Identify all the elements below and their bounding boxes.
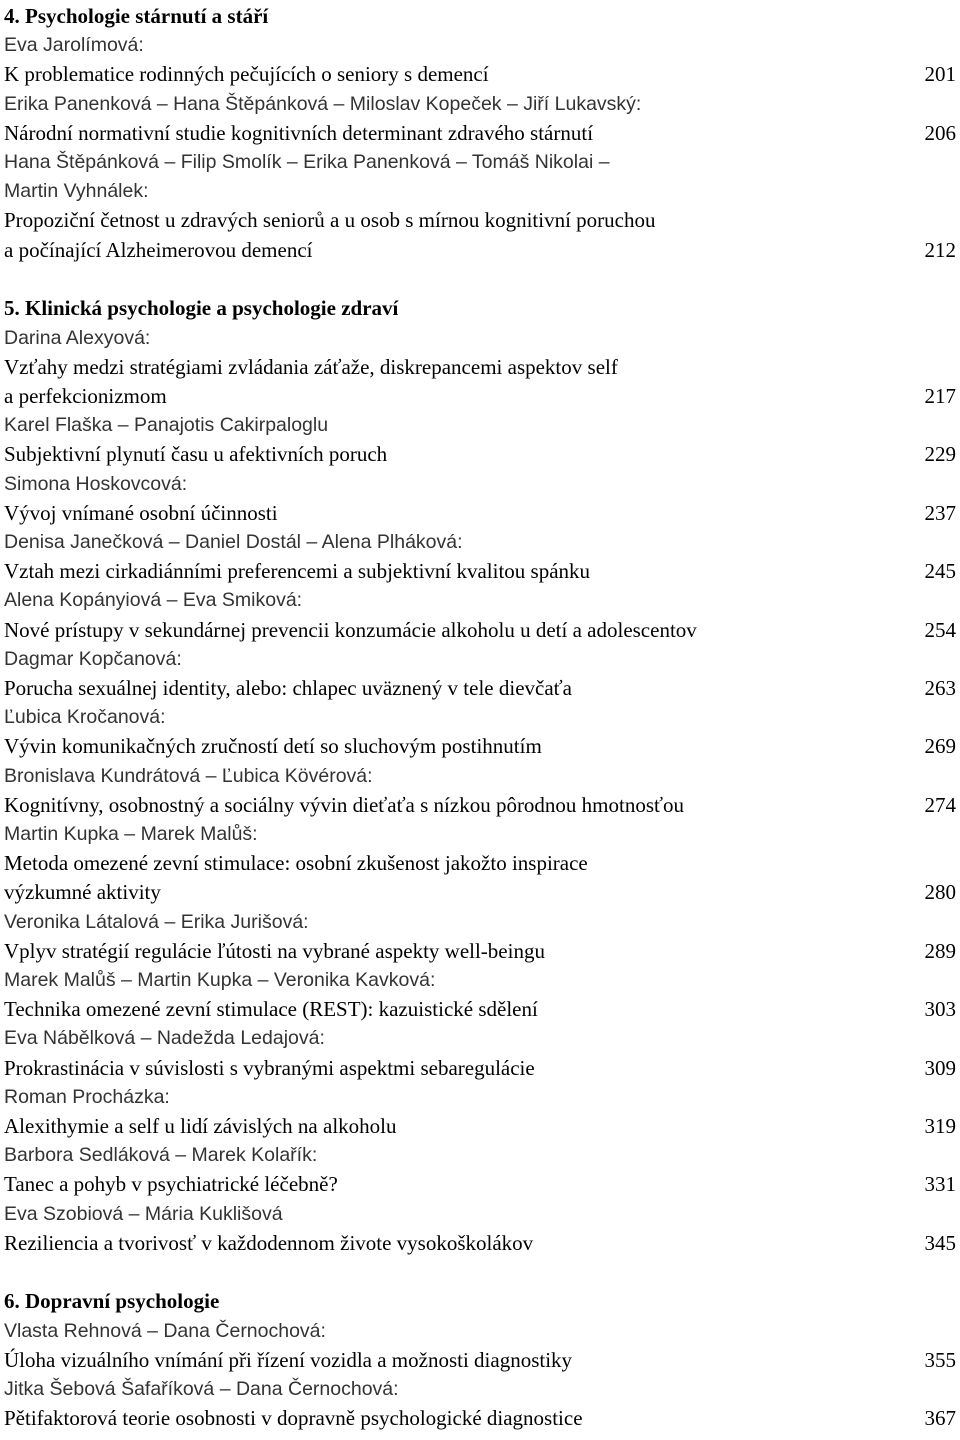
page-number[interactable]: 331 [919, 1169, 957, 1199]
entry-title[interactable]: Vzťahy medzi stratégiami zvládania záťaže, diskrepancemi aspektov self [4, 354, 618, 379]
entry-title[interactable]: Kognitívny, osobnostný a sociálny vývin dieťaťa s nízkou pôrodnou hmotnosťou [4, 790, 688, 820]
toc-entry-row[interactable] [4, 59, 956, 89]
entry-title[interactable]: Prokrastinácia v súvislosti s vybranými aspektmi sebaregulácie [4, 1053, 539, 1083]
entry-authors: Ľubica Kročanová: [4, 706, 166, 729]
toc-entry-row[interactable] [4, 1403, 956, 1433]
entry-title[interactable]: Vztah mezi cirkadiánními preferencemi a subjektivní kvalitou spánku [4, 556, 594, 586]
entry-title[interactable]: Tanec a pohyb v psychiatrické léčebně? [4, 1169, 342, 1199]
page-number[interactable]: 201 [919, 59, 957, 89]
toc-entry-row[interactable] [4, 994, 956, 1024]
entry-title[interactable]: Subjektivní plynutí času u afektivních poruch [4, 439, 391, 469]
entry-title[interactable]: Vývin komunikačných zručností detí so sluchovým postihnutím [4, 731, 546, 761]
entry-authors: Roman Procházka: [4, 1085, 170, 1108]
toc-entry-row[interactable] [4, 118, 956, 148]
page-number[interactable]: 206 [919, 118, 957, 148]
entry-authors: Erika Panenková – Hana Štěpánková – Miloslav Kopeček – Jiří Lukavský: [4, 92, 642, 115]
entry-title[interactable]: výzkumné aktivity [4, 877, 165, 907]
page-number[interactable]: 263 [919, 673, 957, 703]
page-number[interactable]: 217 [919, 381, 957, 411]
entry-authors: Simona Hoskovcová: [4, 472, 188, 495]
entry-title[interactable]: Nové prístupy v sekundárnej prevencii konzumácie alkoholu u detí a adolescentov [4, 615, 701, 645]
section-heading: 4. Psychologie stárnutí a stáří [4, 4, 269, 28]
toc-entry-row[interactable] [4, 615, 956, 645]
page-number[interactable]: 345 [919, 1228, 957, 1258]
entry-title[interactable]: Metoda omezené zevní stimulace: osobní zkušenost jakožto inspirace [4, 851, 588, 876]
entry-title[interactable]: Technika omezené zevní stimulace (REST): kazuistické sdělení [4, 994, 542, 1024]
toc-entry-row[interactable] [4, 498, 956, 528]
toc-entry-row[interactable] [4, 235, 956, 265]
toc-entry-row[interactable] [4, 790, 956, 820]
entry-title[interactable]: K problematice rodinných pečujících o seniory s demencí [4, 59, 493, 89]
entry-authors: Marek Malůš – Martin Kupka – Veronika Kavková: [4, 968, 436, 991]
section-heading: 6. Dopravní psychologie [4, 1289, 220, 1314]
page-number[interactable]: 274 [919, 790, 957, 820]
page-number[interactable]: 319 [919, 1111, 957, 1141]
toc-entry-row[interactable] [4, 1228, 956, 1258]
page-number[interactable]: 245 [919, 556, 957, 586]
entry-authors: Dagmar Kopčanová: [4, 647, 182, 670]
entry-authors: Vlasta Rehnová – Dana Černochová: [4, 1319, 326, 1342]
entry-authors: Martin Vyhnálek: [4, 180, 149, 203]
entry-title[interactable]: Pětifaktorová teorie osobnosti v dopravně psychologické diagnostice [4, 1403, 587, 1433]
entry-authors: Eva Nábělková – Nadežda Ledajová: [4, 1027, 325, 1050]
entry-title[interactable]: Reziliencia a tvorivosť v každodennom živote vysokoškolákov [4, 1228, 537, 1258]
entry-title[interactable]: Propoziční četnost u zdravých seniorů a u osob s mírnou kognitivní poruchou [4, 208, 656, 233]
page-number[interactable]: 309 [919, 1053, 957, 1083]
toc-entry-row[interactable] [4, 673, 956, 703]
entry-title[interactable]: Porucha sexuálnej identity, alebo: chlapec uväznený v tele dievčaťa [4, 673, 576, 703]
entry-title[interactable]: Národní normativní studie kognitivních determinant zdravého stárnutí [4, 118, 597, 148]
page-number[interactable]: 269 [919, 731, 957, 761]
toc-entry-row[interactable] [4, 381, 956, 411]
page-number[interactable]: 303 [919, 994, 957, 1024]
entry-authors: Karel Flaška – Panajotis Cakirpaloglu [4, 414, 329, 437]
page-number[interactable]: 280 [919, 877, 957, 907]
entry-authors: Alena Kopányiová – Eva Smiková: [4, 589, 303, 612]
entry-authors: Barbora Sedláková – Marek Kolařík: [4, 1144, 318, 1167]
toc-entry-row[interactable] [4, 556, 956, 586]
entry-title[interactable]: a perfekcionizmom [4, 381, 171, 411]
entry-authors: Jitka Šebová Šafaříková – Dana Černochová: [4, 1378, 399, 1400]
page-number[interactable]: 355 [919, 1345, 957, 1375]
entry-title[interactable]: Alexithymie a self u lidí závislých na alkoholu [4, 1111, 401, 1141]
page-number[interactable]: 229 [919, 439, 957, 469]
entry-title[interactable]: Vývoj vnímané osobní účinnosti [4, 498, 282, 528]
page-number[interactable]: 212 [919, 235, 957, 265]
entry-authors: Bronislava Kundrátová – Ľubica Kövérová: [4, 764, 373, 787]
toc-entry-row[interactable] [4, 731, 956, 761]
section-heading: 5. Klinická psychologie a psychologie zdraví [4, 296, 399, 321]
entry-authors: Hana Štěpánková – Filip Smolík – Erika Panenková – Tomáš Nikolai – [4, 151, 610, 173]
entry-authors: Darina Alexyová: [4, 326, 151, 349]
page-number[interactable]: 254 [919, 615, 957, 645]
entry-title[interactable]: Úloha vizuálního vnímání při řízení vozidla a možnosti diagnostiky [4, 1345, 576, 1375]
entry-authors: Veronika Látalová – Erika Jurišová: [4, 910, 309, 933]
toc-entry-row[interactable] [4, 936, 956, 966]
entry-authors: Denisa Janečková – Daniel Dostál – Alena Plháková: [4, 530, 463, 553]
page-number[interactable]: 289 [919, 936, 957, 966]
toc-entry-row[interactable] [4, 439, 956, 469]
entry-authors: Eva Jarolímová: [4, 34, 144, 57]
toc-entry-row[interactable] [4, 1169, 956, 1199]
entry-title[interactable]: a počínající Alzheimerovou demencí [4, 235, 316, 265]
entry-title[interactable]: Vplyv stratégií regulácie ľútosti na vybrané aspekty well-beingu [4, 936, 549, 966]
toc-entry-row[interactable] [4, 1345, 956, 1375]
toc-entry-row[interactable] [4, 877, 956, 907]
entry-authors: Martin Kupka – Marek Malůš: [4, 822, 258, 845]
toc-entry-row[interactable] [4, 1111, 956, 1141]
entry-authors: Eva Szobiová – Mária Kuklišová [4, 1202, 283, 1225]
toc-entry-row[interactable] [4, 1053, 956, 1083]
page-number[interactable]: 237 [919, 498, 957, 528]
page-number[interactable]: 367 [919, 1403, 957, 1433]
